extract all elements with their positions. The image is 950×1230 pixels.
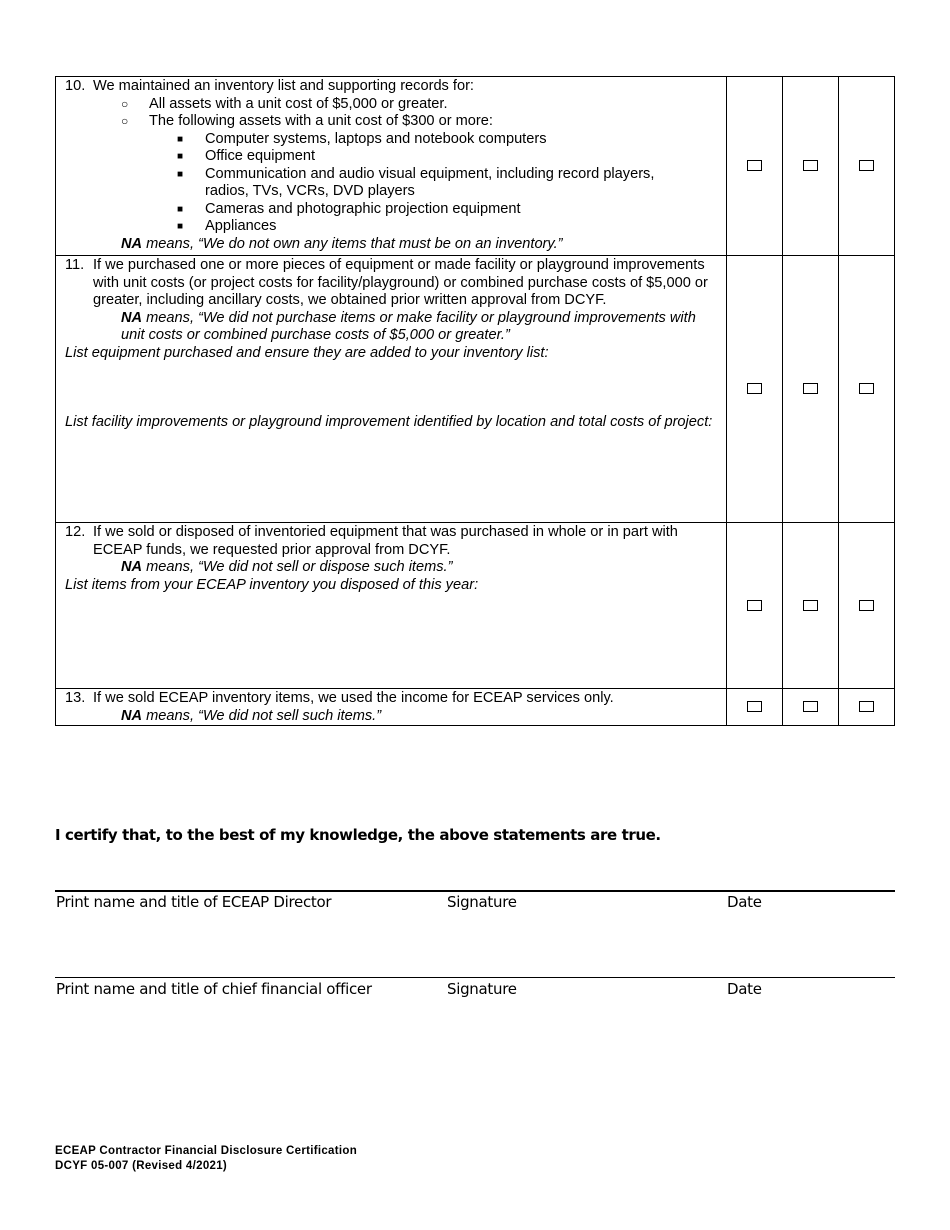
na-checkbox[interactable] (859, 383, 874, 394)
na-note: NA means, “We did not sell or dispose such items.” (121, 559, 453, 575)
item-question-13 (56, 689, 727, 726)
item-question-11 (56, 256, 727, 523)
cfo-signature-label: Signature (447, 980, 517, 998)
director-signature-label: Signature (447, 893, 517, 911)
director-date-label: Date (727, 893, 762, 911)
list-item: Cameras and photographic projection equipment (205, 200, 521, 217)
item-row-10 (56, 77, 895, 256)
item-number: 10. (65, 78, 86, 94)
yes-checkbox[interactable] (747, 160, 762, 171)
na-note: NA means, “We did not purchase items or make facility or playground improvements with unit costs or combined purchase costs of $5,000 or greater.” (121, 309, 696, 343)
na-checkbox[interactable] (859, 600, 874, 611)
yes-checkbox[interactable] (747, 600, 762, 611)
no-checkbox[interactable] (803, 600, 818, 611)
list-item: The following assets with a unit cost of $300 or more: (149, 113, 493, 129)
list-item-continuation: radios, TVs, VCRs, DVD players (205, 183, 415, 199)
square-bullet-icon: ■ (177, 133, 184, 145)
signature-line[interactable] (55, 890, 895, 892)
certification-statement: I certify that, to the best of my knowledge, the above statements are true. (55, 826, 661, 844)
improvements-list-prompt: List facility improvements or playground improvement identified by location and total costs of project: (65, 414, 713, 430)
director-name-label: Print name and title of ECEAP Director (56, 893, 332, 911)
list-item: Computer systems, laptops and notebook computers (205, 130, 547, 147)
signature-line[interactable] (55, 977, 895, 978)
item-text: If we sold or disposed of inventoried equipment that was purchased in whole or in part with ECEAP funds, we requested prior approval from DCYF. (93, 524, 678, 558)
item-number: 12. (65, 524, 86, 540)
item-question-12 (56, 523, 727, 689)
item-row-12 (56, 523, 895, 689)
list-item: Appliances (205, 218, 277, 234)
na-checkbox[interactable] (859, 701, 874, 712)
na-checkbox[interactable] (859, 160, 874, 171)
disposed-list-prompt: List items from your ECEAP inventory you disposed of this year: (65, 576, 479, 593)
item-row-13 (56, 689, 895, 726)
cfo-date-label: Date (727, 980, 762, 998)
circle-bullet-icon: ○ (121, 114, 129, 128)
list-item: Office equipment (205, 148, 316, 164)
equipment-list-prompt: List equipment purchased and ensure they are added to your inventory list: (65, 344, 549, 361)
item-number: 13. (65, 690, 86, 706)
na-note: NA means, “We do not own any items that must be on an inventory.” (121, 235, 563, 252)
list-item: All assets with a unit cost of $5,000 or greater. (149, 95, 448, 112)
item-question-10 (56, 77, 727, 256)
item-number: 11. (65, 257, 85, 273)
yes-checkbox[interactable] (747, 701, 762, 712)
no-checkbox[interactable] (803, 383, 818, 394)
circle-bullet-icon: ○ (121, 96, 129, 111)
footer-title: ECEAP Contractor Financial Disclosure Certification (55, 1145, 358, 1157)
na-note: NA means, “We did not sell such items.” (121, 707, 382, 724)
footer-form-id: DCYF 05-007 (Revised 4/2021) (55, 1160, 228, 1172)
no-checkbox[interactable] (803, 701, 818, 712)
no-checkbox[interactable] (803, 160, 818, 171)
item-text: If we sold ECEAP inventory items, we used the income for ECEAP services only. (93, 690, 614, 706)
square-bullet-icon: ■ (177, 221, 184, 232)
square-bullet-icon: ■ (177, 203, 184, 215)
list-item: Communication and audio visual equipment, including record players, (205, 165, 655, 182)
yes-checkbox[interactable] (747, 383, 762, 394)
square-bullet-icon: ■ (177, 168, 184, 180)
certification-table (55, 76, 895, 726)
item-text: If we purchased one or more pieces of equipment or made facility or playground improvements with unit costs (or project costs for facility/playground) or combined purchase costs of $5,000 or greater, including ancillary costs, we obtained prior written approval from DCYF. (93, 257, 708, 308)
cfo-name-label: Print name and title of chief financial officer (56, 980, 372, 998)
equipment-list-space[interactable] (65, 362, 718, 414)
item-text: We maintained an inventory list and supporting records for: (93, 78, 474, 94)
square-bullet-icon: ■ (177, 151, 184, 162)
item-row-11 (56, 256, 895, 523)
